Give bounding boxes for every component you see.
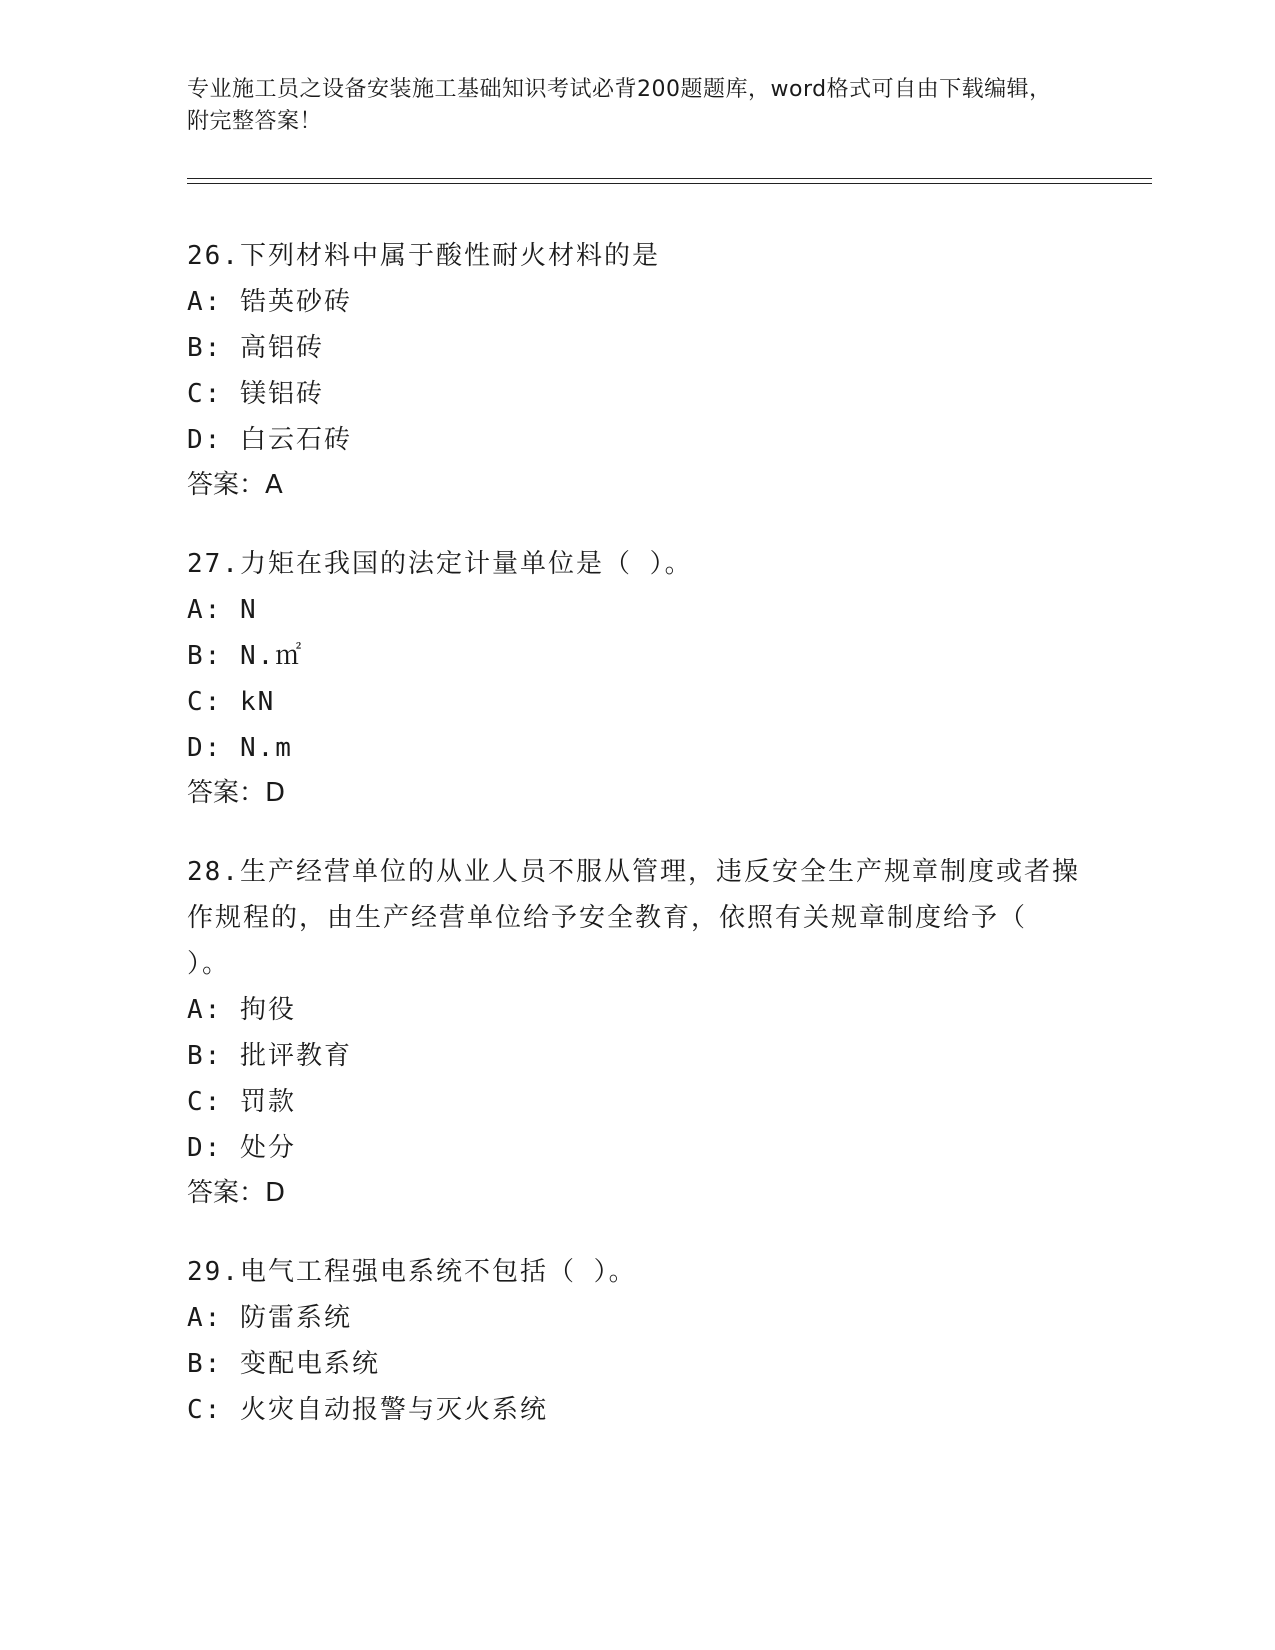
option-b: B: 变配电系统	[187, 1349, 380, 1379]
option-d: D: 处分	[187, 1133, 296, 1163]
option-a: A: N	[187, 595, 258, 625]
answer-label: 答案：A	[187, 470, 283, 500]
option-b: B: 批评教育	[187, 1041, 352, 1071]
question-stem: 27.力矩在我国的法定计量单位是（ ）。	[187, 549, 693, 579]
header-divider-bottom	[187, 183, 1152, 184]
option-c: C: 火灾自动报警与灭火系统	[187, 1395, 548, 1425]
option-b: B: N.㎡	[187, 641, 304, 671]
option-c: C: kN	[187, 687, 276, 717]
option-c: C: 罚款	[187, 1087, 296, 1117]
question-26	[187, 233, 1087, 507]
option-c: C: 镁铝砖	[187, 379, 324, 409]
question-27	[187, 541, 1087, 815]
question-28	[187, 849, 1087, 1215]
question-list	[187, 233, 1087, 1467]
option-d: D: 白云石砖	[187, 425, 352, 455]
option-b: B: 高铝砖	[187, 333, 324, 363]
question-stem: 26.下列材料中属于酸性耐火材料的是	[187, 241, 660, 271]
document-header: 专业施工员之设备安装施工基础知识考试必背200题题库，word格式可自由下载编辑，附完整答案！	[187, 77, 1052, 134]
option-a: A: 防雷系统	[187, 1303, 352, 1333]
header-divider-top	[187, 178, 1152, 179]
question-stem: 28.生产经营单位的从业人员不服从管理，违反安全生产规章制度或者操作规程的，由生产经营单位给予安全教育，依照有关规章制度给予（ ）。	[187, 857, 1080, 979]
option-a: A: 锆英砂砖	[187, 287, 352, 317]
option-d: D: N.m	[187, 733, 293, 763]
option-a: A: 拘役	[187, 995, 296, 1025]
answer-label: 答案：D	[187, 1178, 286, 1208]
question-29	[187, 1249, 1087, 1433]
question-stem: 29.电气工程强电系统不包括（ ）。	[187, 1257, 637, 1287]
answer-label: 答案：D	[187, 778, 286, 808]
